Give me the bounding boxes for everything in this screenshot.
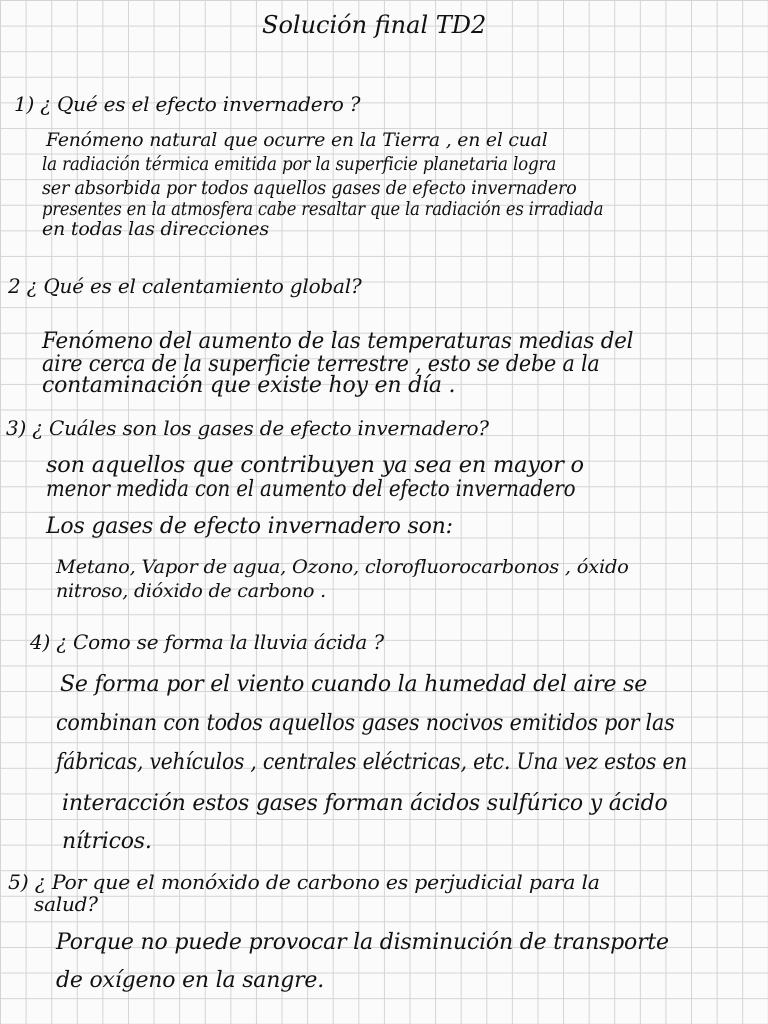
question-3: 3) ¿ Cuáles son los gases de efecto invernadero? bbox=[6, 416, 489, 440]
page-title: Solución final TD2 bbox=[262, 11, 487, 39]
answer-4-line-4: interacción estos gases forman ácidos sulfúrico y ácido bbox=[62, 791, 668, 816]
answer-4-line-5: nítricos. bbox=[62, 829, 152, 854]
answer-1-line-5: en todas las direcciones bbox=[42, 218, 269, 240]
answer-3-line-2: menor medida con el aumento del efecto invernadero bbox=[46, 477, 576, 502]
answer-1-line-2: la radiación térmica emitida por la superficie planetaria logra bbox=[42, 153, 557, 175]
question-2: 2 ¿ Qué es el calentamiento global? bbox=[8, 274, 362, 298]
answer-3-line-1: son aquellos que contribuyen ya sea en mayor o bbox=[46, 453, 584, 478]
answer-4-line-2: combinan con todos aquellos gases nocivos emitidos por las bbox=[56, 711, 675, 736]
question-1: 1) ¿ Qué es el efecto invernadero ? bbox=[14, 92, 361, 116]
question-5: 5) ¿ Por que el monóxido de carbono es perjudicial para la bbox=[8, 870, 600, 894]
answer-1-line-3: ser absorbida por todos aquellos gases de efecto invernadero bbox=[42, 177, 577, 199]
answer-4-line-1: Se forma por el viento cuando la humedad del aire se bbox=[60, 672, 648, 697]
answer-4-line-3: fábricas, vehículos , centrales eléctricas, etc. Una vez estos en bbox=[56, 750, 688, 775]
answer-1-line-4: presentes en la atmosfera cabe resaltar que la radiación es irradiada bbox=[42, 198, 604, 220]
answer-3-line-4: Metano, Vapor de agua, Ozono, clorofluorocarbonos , óxido bbox=[56, 556, 629, 578]
question-4: 4) ¿ Como se forma la lluvia ácida ? bbox=[30, 630, 384, 654]
answer-5-line-2: de oxígeno en la sangre. bbox=[56, 968, 325, 993]
answer-3-line-5: nitroso, dióxido de carbono . bbox=[56, 580, 326, 602]
answer-2-line-1: Fenómeno del aumento de las temperaturas medias del bbox=[42, 329, 634, 354]
question-5-continued: salud? bbox=[34, 892, 98, 916]
answer-2-line-2: aire cerca de la superficie terrestre , esto se debe a la bbox=[42, 352, 600, 377]
answer-3-line-3: Los gases de efecto invernadero son: bbox=[46, 514, 453, 539]
answer-2-line-3: contaminación que existe hoy en día . bbox=[42, 373, 456, 398]
answer-5-line-1: Porque no puede provocar la disminución de transporte bbox=[56, 930, 669, 955]
answer-1-line-1: Fenómeno natural que ocurre en la Tierra , en el cual bbox=[46, 129, 548, 151]
